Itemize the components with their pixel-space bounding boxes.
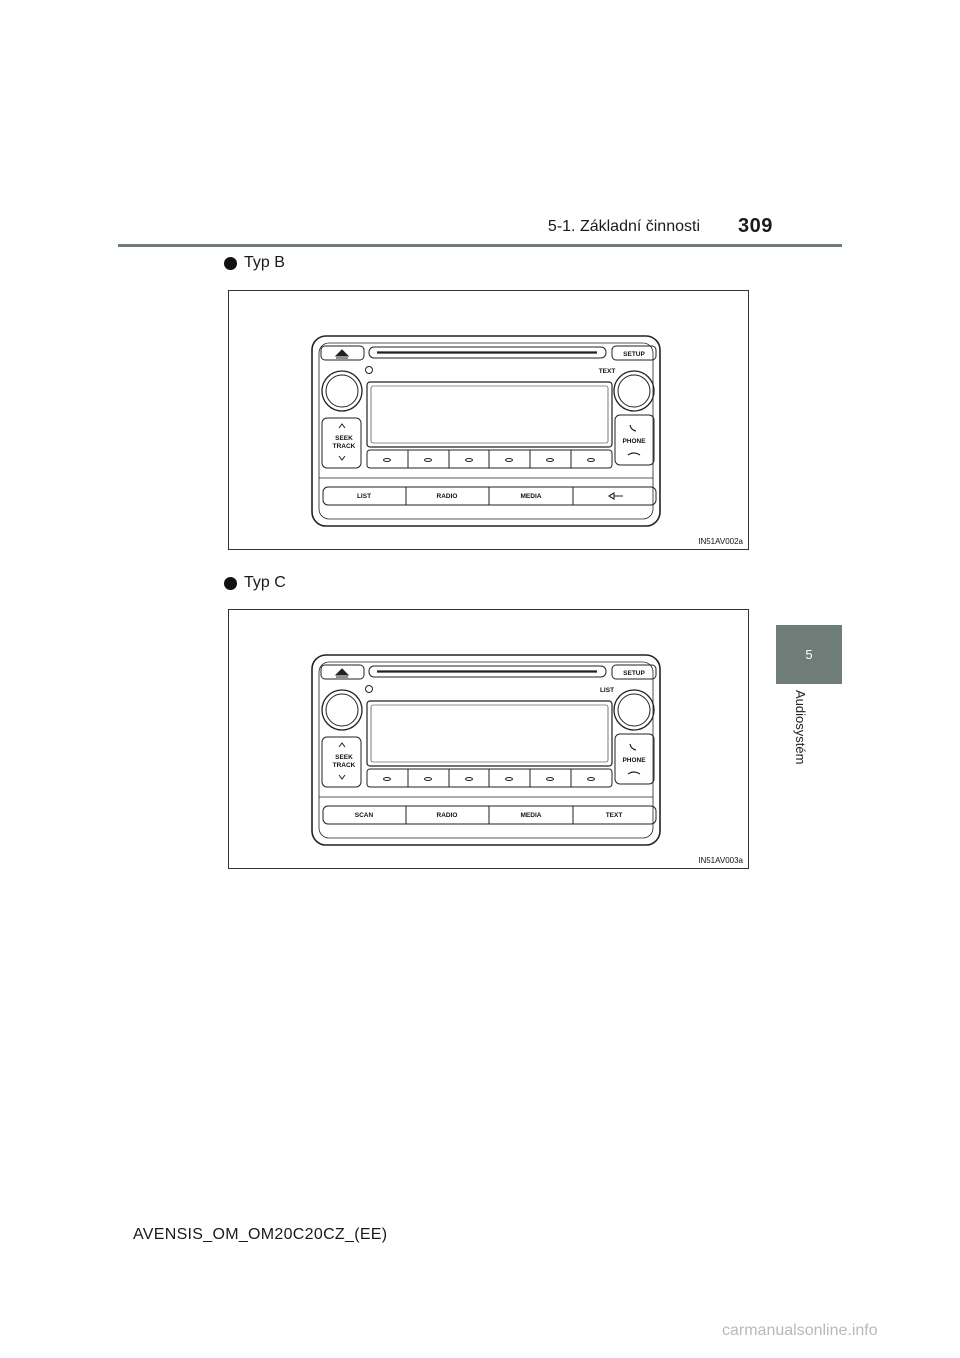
audio-unit-illustration-typ-c [229, 610, 750, 870]
bottom-button-2-label: RADIO [436, 812, 458, 819]
bullet-dot-icon [224, 257, 237, 270]
top-right-button-label: TEXT [598, 368, 616, 375]
bullet-dot-icon [224, 577, 237, 590]
audio-unit-illustration-typ-b [229, 291, 750, 551]
figure-typ-c [228, 609, 749, 869]
bottom-button-1-label: LIST [356, 493, 372, 500]
phone-label: PHONE [622, 757, 646, 764]
figure-title: Typ C [244, 574, 286, 591]
bottom-button-3-label: MEDIA [520, 812, 542, 819]
header-rule [118, 244, 842, 247]
bullet-typ-c [224, 574, 286, 592]
track-label: TRACK [332, 443, 356, 450]
seek-label: SEEK [335, 435, 353, 442]
figure-code: IN51AV003a [698, 856, 743, 865]
chapter-tab [776, 625, 842, 684]
track-label: TRACK [332, 762, 356, 769]
bottom-button-3-label: MEDIA [520, 493, 542, 500]
setup-button-label: SETUP [623, 351, 645, 358]
document-code: AVENSIS_OM_OM20C20CZ_(EE) [133, 1226, 388, 1243]
figure-title: Typ B [244, 254, 285, 271]
section-title: 5-1. Základní činnosti [547, 218, 700, 235]
chapter-label: Audiosystém [793, 690, 808, 765]
watermark: carmanualsonline.info [722, 1322, 878, 1339]
page-number: 309 [738, 215, 773, 237]
bottom-button-2-label: RADIO [436, 493, 458, 500]
chapter-number: 5 [805, 647, 813, 662]
figure-typ-b [228, 290, 749, 550]
setup-button-label: SETUP [623, 670, 645, 677]
top-right-button-label: LIST [599, 687, 615, 694]
bottom-button-1-label: SCAN [354, 812, 374, 819]
phone-label: PHONE [622, 438, 646, 445]
bullet-typ-b [224, 254, 285, 272]
figure-code: IN51AV002a [698, 537, 743, 546]
bottom-button-4-label: TEXT [605, 812, 623, 819]
seek-label: SEEK [335, 754, 353, 761]
